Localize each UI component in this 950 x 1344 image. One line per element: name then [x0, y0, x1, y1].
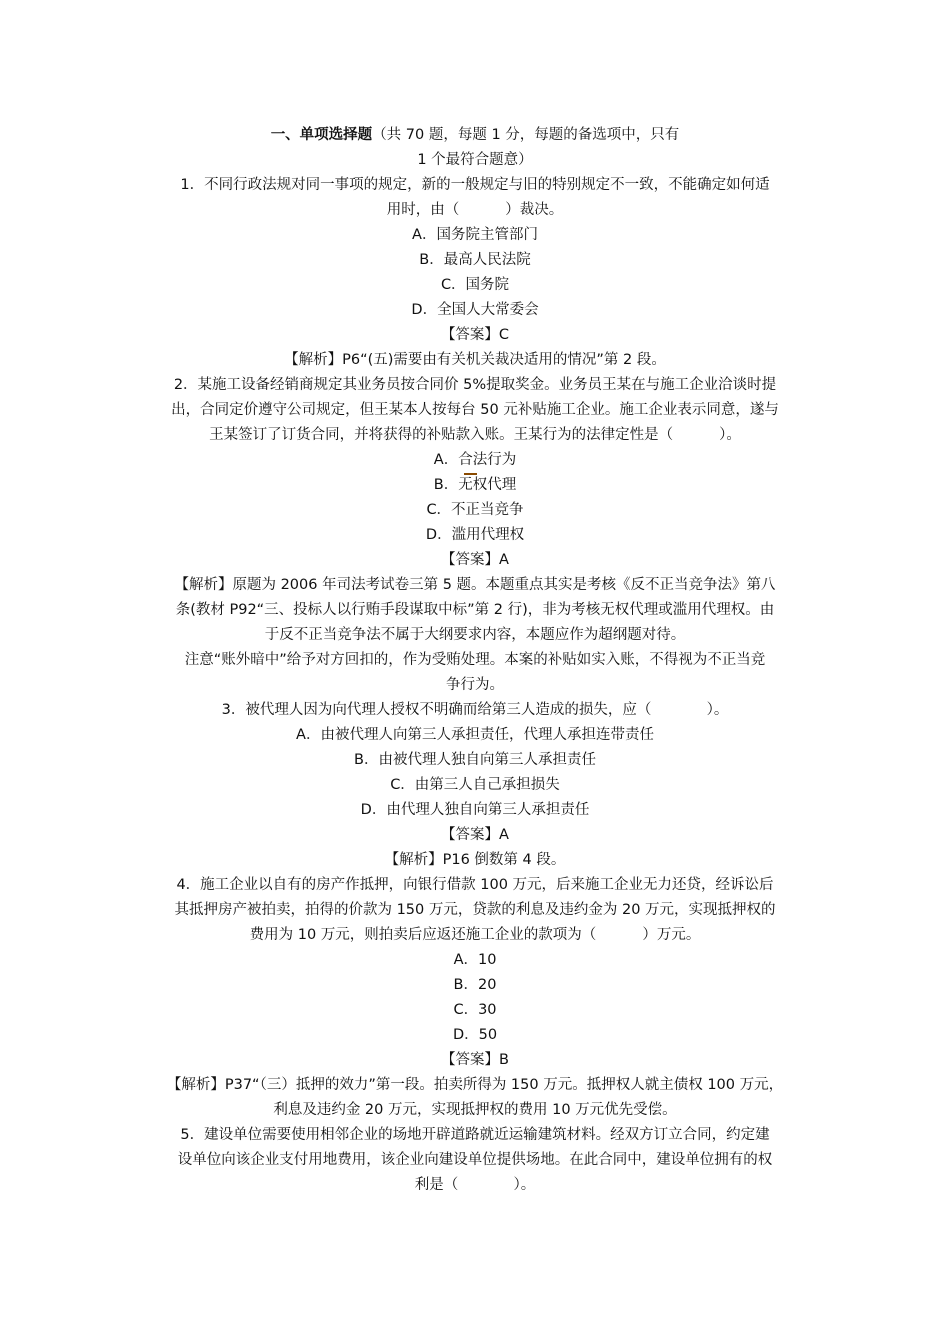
section-heading-rest: （共 70 题，每题 1 分，每题的备选项中，只有: [372, 127, 680, 143]
document-body: [140, 123, 810, 1198]
question-1: [140, 173, 810, 373]
question-stem-line: 4．施工企业以自有的房产作抵押，向银行借款 100 万元，后来施工企业无力还贷，经诉讼后: [176, 877, 774, 893]
question-stem-line: 出，合同定价遵守公司规定，但王某本人按每台 50 元补贴施工企业。施工企业表示同意，遂与: [171, 402, 779, 418]
option-c: C．30: [453, 1002, 497, 1018]
question-stem-line: 设单位向该企业支付用地费用，该企业向建设单位提供场地。在此合同中，建设单位拥有的权: [177, 1152, 773, 1168]
edit-mark: [464, 473, 477, 475]
option-d: D．滥用代理权: [425, 527, 525, 543]
option-b: B．最高人民法院: [419, 252, 531, 268]
option-a-text: A．合法行为: [434, 448, 516, 473]
option-d: D．全国人大常委会: [411, 302, 539, 318]
question-stem-line: 1．不同行政法规对同一事项的规定，新的一般规定与旧的特别规定不一致，不能确定如何适: [180, 177, 770, 193]
question-stem-line: 其抵押房产被拍卖，拍得的价款为 150 万元，贷款的利息及违约金为 20 万元，实现抵押权的: [174, 902, 776, 918]
option-b: B．20: [453, 977, 497, 993]
answer: 【答案】A: [441, 827, 509, 843]
analysis-line: 【解析】P16 倒数第 4 段。: [384, 852, 566, 868]
option-d: D．由代理人独自向第三人承担责任: [360, 802, 590, 818]
answer: 【答案】B: [441, 1052, 509, 1068]
analysis-line: 注意“账外暗中”给予对方回扣的，作为受贿处理。本案的补贴如实入账，不得视为不正当竞: [184, 652, 766, 668]
analysis-line: 争行为。: [446, 677, 504, 693]
analysis-line: 条(教材 P92“三、投标人以行贿手段谋取中标”第 2 行)，非为考核无权代理或滥用代理权。由: [175, 602, 775, 618]
option-d: D．50: [452, 1027, 498, 1043]
question-stem-line: 5．建设单位需要使用相邻企业的场地开辟道路就近运输建筑材料。经双方订立合同，约定建: [180, 1127, 770, 1143]
section-heading-line2: 1 个最符合题意）: [417, 152, 533, 168]
question-2: [140, 373, 810, 698]
question-stem-line: 3．被代理人因为向代理人授权不明确而给第三人造成的损失，应（ ）。: [221, 702, 729, 718]
section-heading-bold: 一、单项选择题: [270, 127, 373, 143]
question-stem-line: 2．某施工设备经销商规定其业务员按合同价 5%提取奖金。业务员王某在与施工企业洽谈时提: [173, 377, 777, 393]
option-a: A．由被代理人向第三人承担责任，代理人承担连带责任: [296, 727, 654, 743]
option-b: B．由被代理人独自向第三人承担责任: [354, 752, 596, 768]
option-a: A．国务院主管部门: [412, 227, 538, 243]
option-c: C．不正当竞争: [426, 502, 524, 518]
question-stem-line: 用时，由（ ）裁决。: [386, 202, 564, 218]
question-5: [140, 1123, 810, 1198]
analysis-line: 于反不正当竞争法不属于大纲要求内容，本题应作为超纲题对待。: [264, 627, 686, 643]
analysis-line: 利息及违约金 20 万元，实现抵押权的费用 10 万元优先受偿。: [273, 1102, 677, 1118]
analysis-line: 【解析】原题为 2006 年司法考试卷三第 5 题。本题重点其实是考核《反不正当竞争法》第八: [174, 577, 776, 593]
option-c: C．由第三人自己承担损失: [390, 777, 560, 793]
option-c: C．国务院: [440, 277, 510, 293]
question-stem-line: 利是（ ）。: [414, 1177, 536, 1193]
answer: 【答案】A: [441, 552, 509, 568]
answer: 【答案】C: [440, 327, 510, 343]
option-b: B．无权代理: [433, 477, 517, 493]
question-stem-line: 王某签订了订货合同，并将获得的补贴款入账。王某行为的法律定性是（ ）。: [209, 427, 741, 443]
question-3: [140, 698, 810, 873]
question-stem-line: 费用为 10 万元，则拍卖后应返还施工企业的款项为（ ）万元。: [249, 927, 701, 943]
option-a: [140, 448, 810, 473]
analysis-line: 【解析】P37“（三）抵押的效力”第一段。拍卖所得为 150 万元。抵押权人就主债权 100 万元，: [166, 1077, 784, 1093]
option-a: A．10: [453, 952, 497, 968]
section-heading: [140, 123, 810, 148]
analysis-line: 【解析】P6“(五)需要由有关机关裁决适用的情况”第 2 段。: [284, 352, 666, 368]
question-4: [140, 873, 810, 1123]
